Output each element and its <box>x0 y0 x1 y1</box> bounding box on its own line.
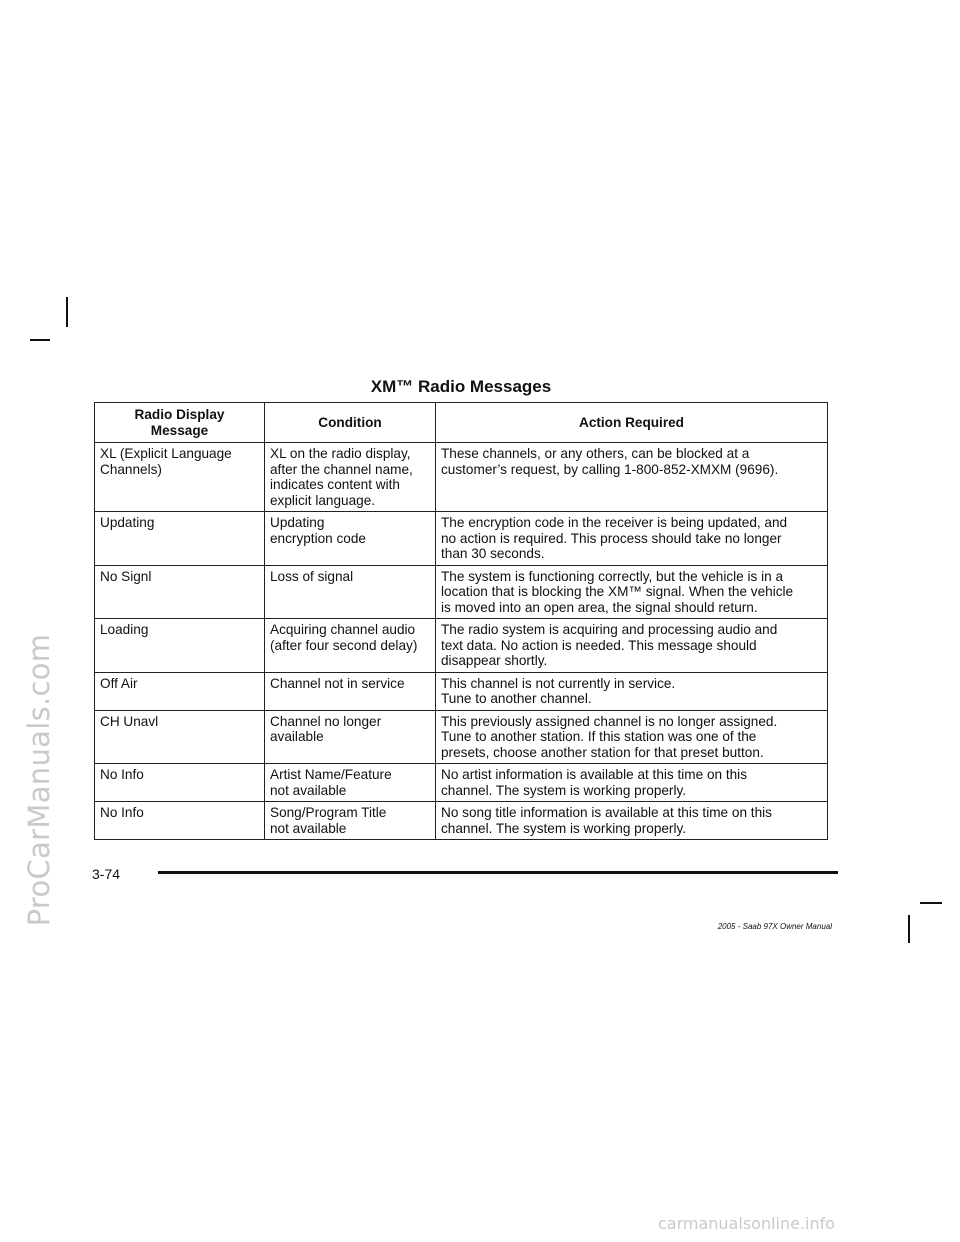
side-watermark-text: ProCarManuals.com <box>22 633 56 927</box>
cell-action: This channel is not currently in service. Tune to another channel. <box>436 672 828 710</box>
cell-message: No Info <box>95 802 265 840</box>
cell-action: The system is functioning correctly, but the vehicle is in a location that is blocking the XM™ signal. When the vehicle is moved into an open area, the signal should return. <box>436 565 828 619</box>
crop-mark-bottom-right-horizontal <box>920 902 942 904</box>
cell-message: No Signl <box>95 565 265 619</box>
cell-message: XL (Explicit Language Channels) <box>95 443 265 512</box>
cell-action: These channels, or any others, can be blocked at a customer’s request, by calling 1-800-852-XMXM (9696). <box>436 443 828 512</box>
cell-message: Updating <box>95 512 265 566</box>
cell-condition: Song/Program Title not available <box>265 802 436 840</box>
table-row <box>95 672 828 710</box>
cell-condition: Channel no longer available <box>265 710 436 764</box>
cell-action: No song title information is available at this time on this channel. The system is working properly. <box>436 802 828 840</box>
cell-condition: XL on the radio display, after the channel name, indicates content with explicit language. <box>265 443 436 512</box>
cell-condition: Artist Name/Feature not available <box>265 764 436 802</box>
table-row <box>95 443 828 512</box>
crop-mark-top-left-vertical <box>66 297 68 327</box>
table-header-row <box>95 403 828 443</box>
cell-condition: Channel not in service <box>265 672 436 710</box>
header-radio-display-message: Radio Display Message <box>95 403 265 443</box>
table-row <box>95 619 828 673</box>
footer-watermark: carmanualsonline.info <box>658 1214 836 1233</box>
cell-action: The radio system is acquiring and processing audio and text data. No action is needed. This message should disappear shortly. <box>436 619 828 673</box>
table-row <box>95 764 828 802</box>
table-row <box>95 802 828 840</box>
page-number: 3-74 <box>92 866 121 882</box>
crop-mark-bottom-right-vertical <box>908 915 910 943</box>
cell-message: No Info <box>95 764 265 802</box>
header-action-required: Action Required <box>436 403 828 443</box>
cell-action: The encryption code in the receiver is being updated, and no action is required. This process should take no longer than 30 seconds. <box>436 512 828 566</box>
cell-condition: Loss of signal <box>265 565 436 619</box>
cell-condition: Acquiring channel audio (after four second delay) <box>265 619 436 673</box>
table-row <box>95 710 828 764</box>
cell-action: This previously assigned channel is no longer assigned. Tune to another station. If this station was one of the presets, choose another station for that preset button. <box>436 710 828 764</box>
side-watermark <box>4 580 74 980</box>
footer-rule <box>158 871 838 874</box>
page-title: XM™ Radio Messages <box>370 377 552 396</box>
header-condition: Condition <box>265 403 436 443</box>
cell-action: No artist information is available at this time on this channel. The system is working properly. <box>436 764 828 802</box>
table-row <box>95 512 828 566</box>
cell-condition: Updating encryption code <box>265 512 436 566</box>
cell-message: CH Unavl <box>95 710 265 764</box>
xm-messages-table <box>94 402 828 840</box>
manual-title: 2005 - Saab 97X Owner Manual <box>717 922 832 931</box>
table-row <box>95 565 828 619</box>
cell-message: Loading <box>95 619 265 673</box>
crop-mark-top-left-horizontal <box>30 339 50 341</box>
cell-message: Off Air <box>95 672 265 710</box>
